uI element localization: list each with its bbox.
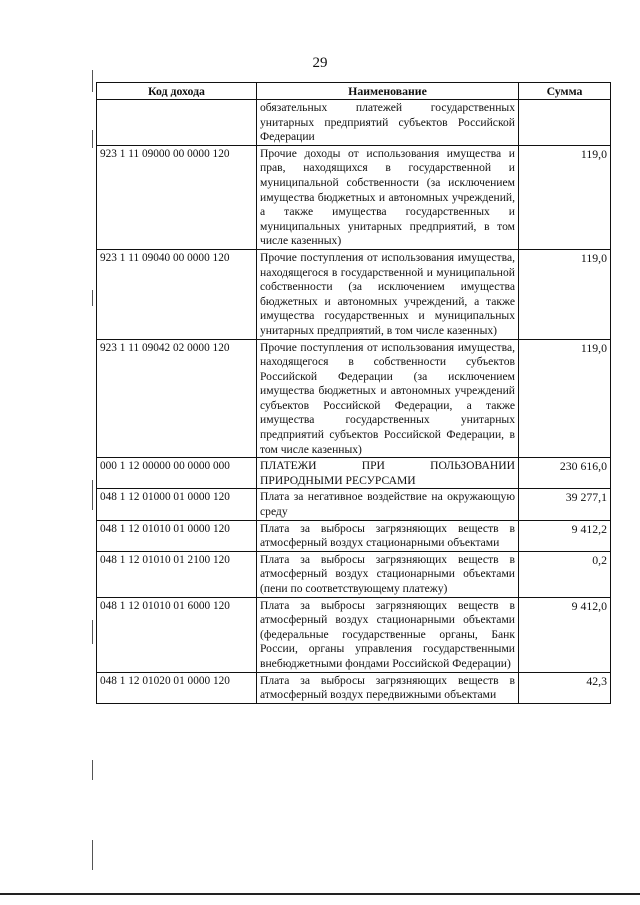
header-code: Код дохода bbox=[97, 83, 257, 100]
row-name: Плата за выбросы загрязняющих веществ в атмосферный воздух стационарными объектами bbox=[257, 520, 519, 551]
row-name: Плата за выбросы загрязняющих веществ в атмосферный воздух стационарными объектами (пени по соответствующему платежу) bbox=[257, 551, 519, 597]
row-name: Прочие поступления от использования имущества, находящегося в собственности субъектов Российской Федерации (за исключением имущества бюджетных и автономных учреждений субъектов Российской Федерации, а также имущества государственных унитарных предприятий субъектов Российской Федерации, в том числе казенных) bbox=[257, 339, 519, 458]
row-amount: 230 616,0 bbox=[519, 458, 611, 489]
row-amount: 119,0 bbox=[519, 339, 611, 458]
row-name: Плата за выбросы загрязняющих веществ в атмосферный воздух передвижными объектами bbox=[257, 672, 519, 703]
table-row bbox=[97, 339, 611, 458]
header-amount: Сумма bbox=[519, 83, 611, 100]
table-row bbox=[97, 551, 611, 597]
table-row bbox=[97, 489, 611, 520]
row-amount: 42,3 bbox=[519, 672, 611, 703]
row-amount: 9 412,0 bbox=[519, 597, 611, 672]
row-code: 923 1 11 09042 02 0000 120 bbox=[97, 339, 257, 458]
table-row bbox=[97, 249, 611, 339]
page-number: 29 bbox=[312, 55, 328, 71]
row-code: 923 1 11 09000 00 0000 120 bbox=[97, 145, 257, 249]
row-amount: 9 412,2 bbox=[519, 520, 611, 551]
row-code: 000 1 12 00000 00 0000 000 bbox=[97, 458, 257, 489]
table-row bbox=[97, 520, 611, 551]
row-code: 048 1 12 01010 01 2100 120 bbox=[97, 551, 257, 597]
row-amount: 39 277,1 bbox=[519, 489, 611, 520]
table-row bbox=[97, 597, 611, 672]
table-header-row bbox=[97, 83, 611, 100]
row-code: 048 1 12 01010 01 6000 120 bbox=[97, 597, 257, 672]
row-code: 923 1 11 09040 00 0000 120 bbox=[97, 249, 257, 339]
row-amount: 119,0 bbox=[519, 249, 611, 339]
header-name: Наименование bbox=[257, 83, 519, 100]
table-row bbox=[97, 672, 611, 703]
row-code: 048 1 12 01010 01 0000 120 bbox=[97, 520, 257, 551]
row-amount: 119,0 bbox=[519, 145, 611, 249]
table-row bbox=[97, 100, 611, 146]
row-name: ПЛАТЕЖИ ПРИ ПОЛЬЗОВАНИИ ПРИРОДНЫМИ РЕСУРСАМИ bbox=[257, 458, 519, 489]
row-name: Плата за негативное воздействие на окружающую среду bbox=[257, 489, 519, 520]
row-code bbox=[97, 100, 257, 146]
table-row bbox=[97, 458, 611, 489]
row-name: Прочие поступления от использования имущества, находящегося в государственной и муниципальной собственности (за исключением имущества бюджетных и автономных учреждений, а также имущества государственных и муниципальных унитарных предприятий, в том числе казенных) bbox=[257, 249, 519, 339]
row-code: 048 1 12 01020 01 0000 120 bbox=[97, 672, 257, 703]
row-amount bbox=[519, 100, 611, 146]
row-name: Плата за выбросы загрязняющих веществ в атмосферный воздух стационарными объектами (федеральные государственные органы, Банк России, органы управления государственными внебюджетными фондами Российской Федерации) bbox=[257, 597, 519, 672]
row-code: 048 1 12 01000 01 0000 120 bbox=[97, 489, 257, 520]
row-amount: 0,2 bbox=[519, 551, 611, 597]
row-name: обязательных платежей государственных унитарных предприятий субъектов Российской Федерации bbox=[257, 100, 519, 146]
scan-bottom-edge bbox=[0, 893, 640, 895]
revenue-table bbox=[96, 82, 611, 704]
row-name: Прочие доходы от использования имущества и прав, находящихся в государственной и муниципальной собственности (за исключением имущества бюджетных и автономных учреждений, а также имущества государственных и муниципальных унитарных предприятий, в том числе казенных) bbox=[257, 145, 519, 249]
table-row bbox=[97, 145, 611, 249]
